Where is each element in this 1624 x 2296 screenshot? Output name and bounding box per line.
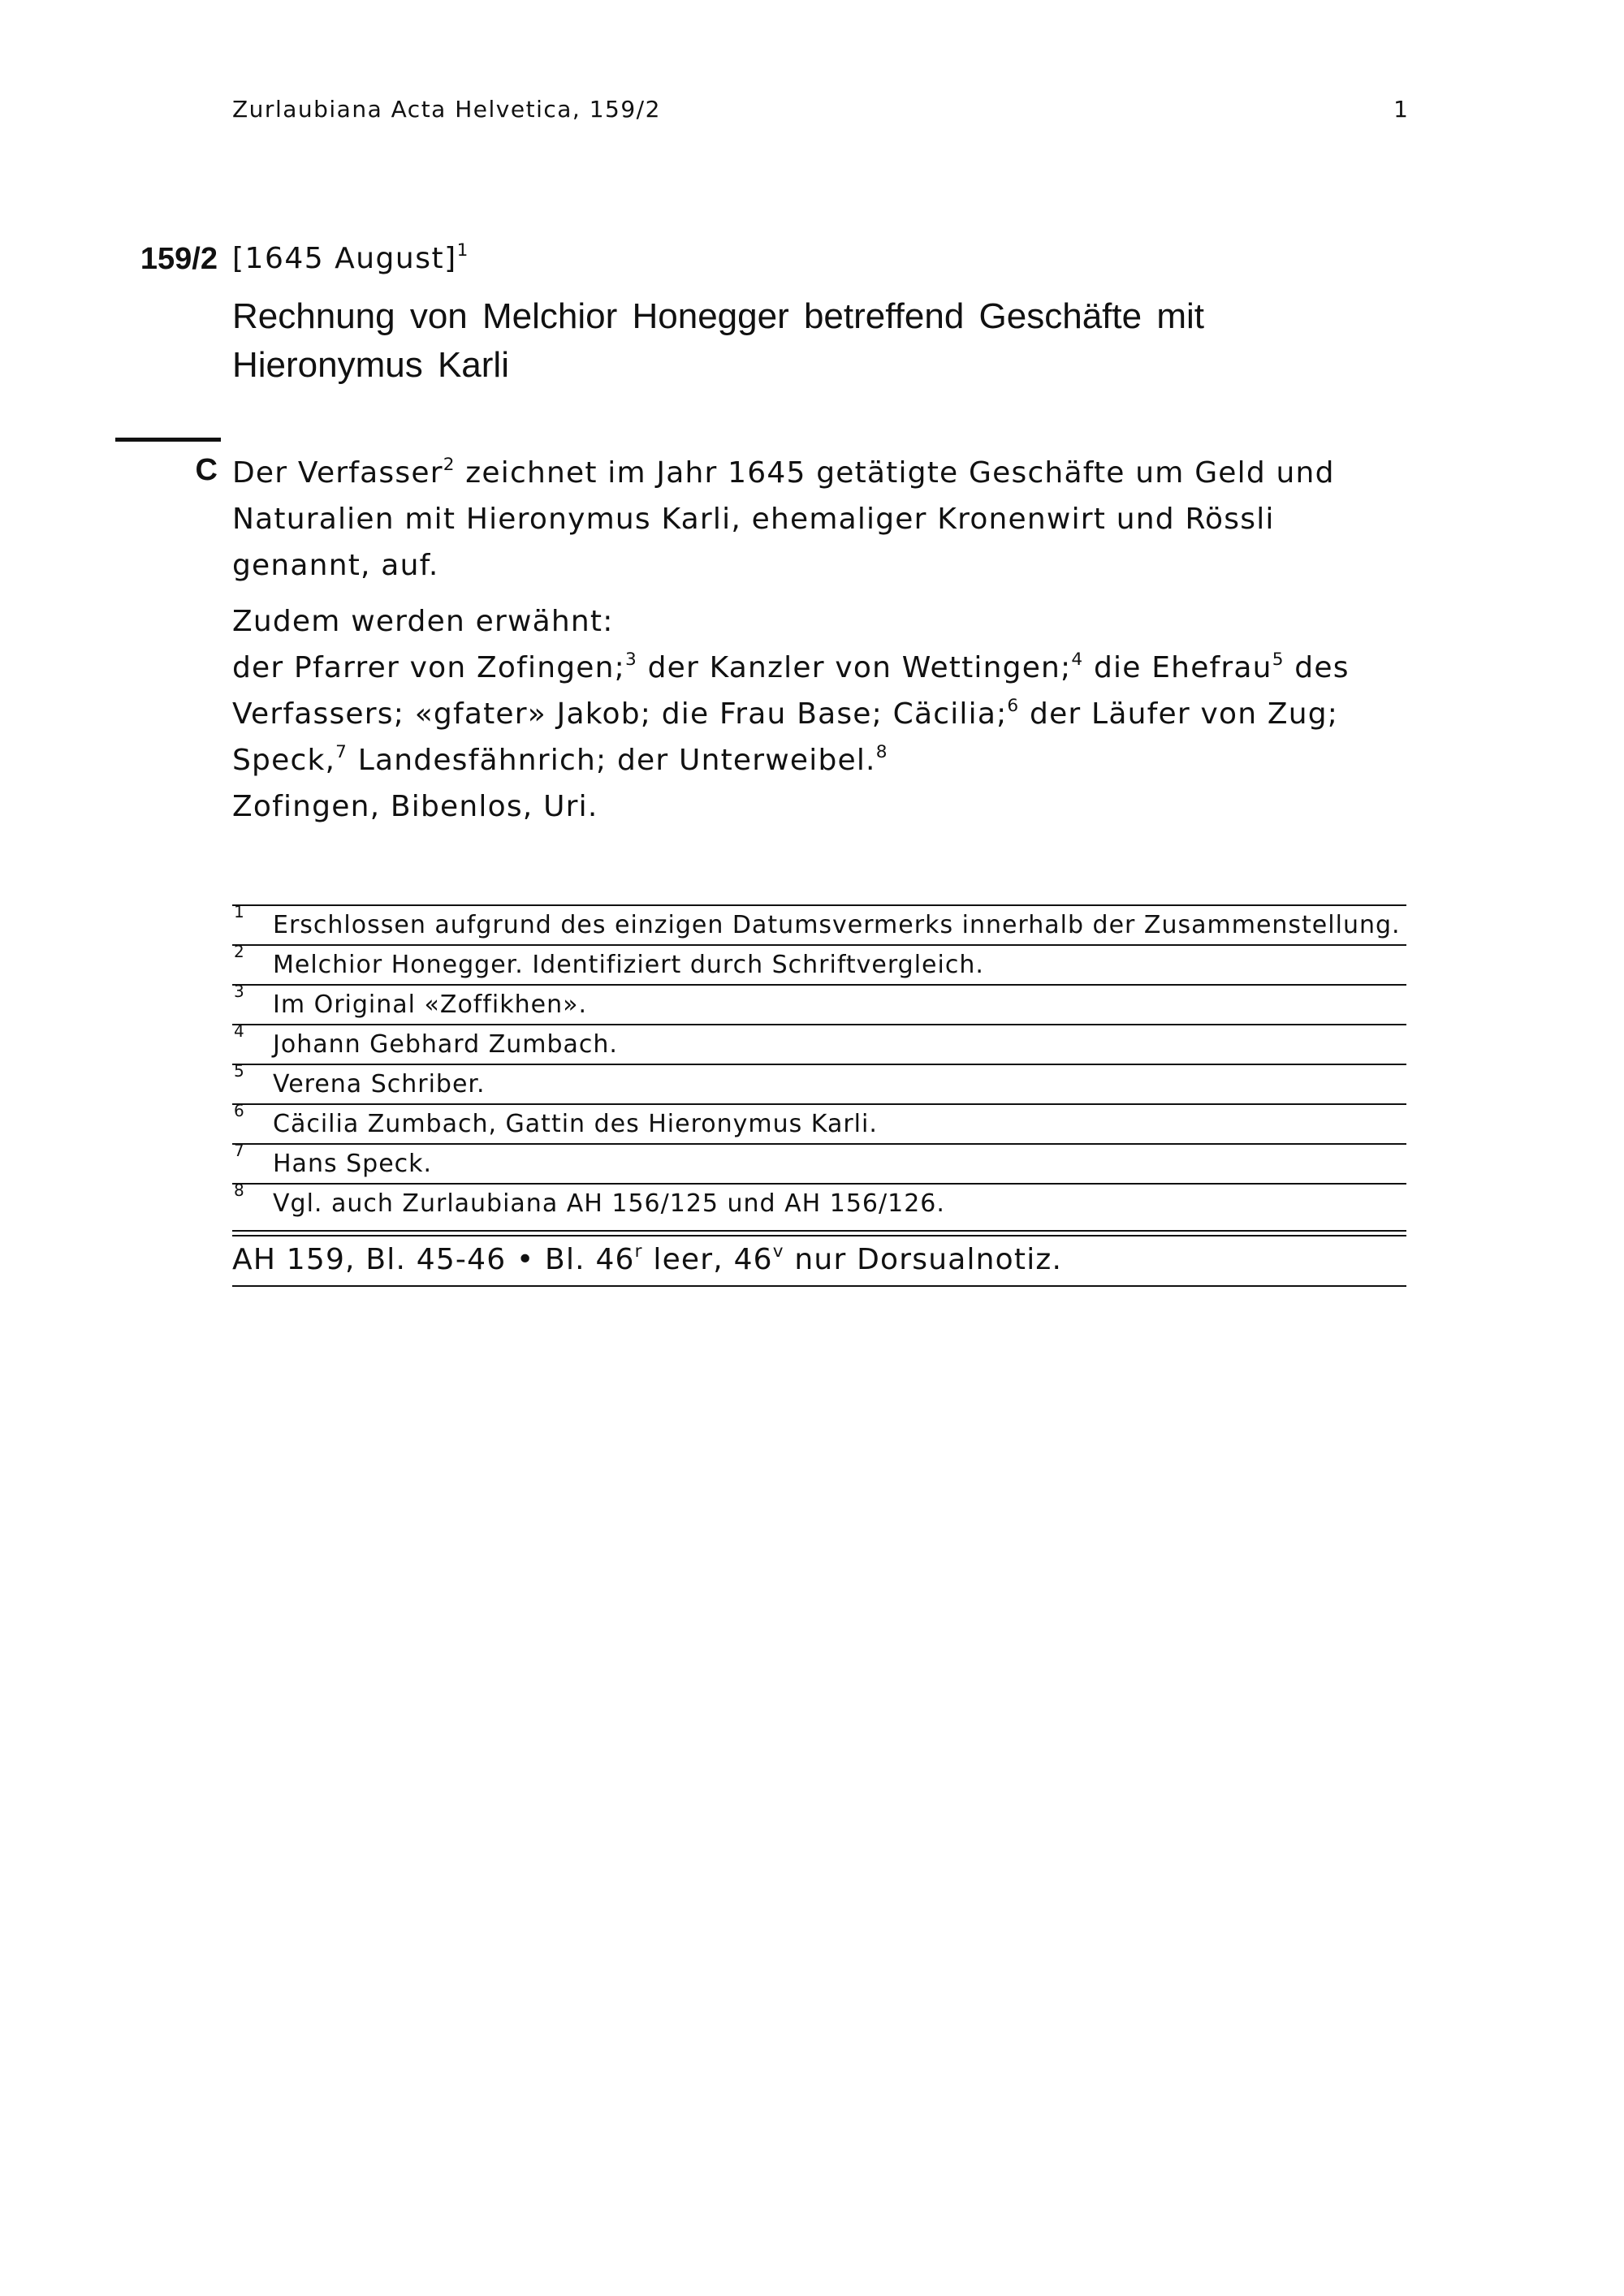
recto-mark: r bbox=[634, 1241, 643, 1262]
page-number: 1 bbox=[1393, 96, 1408, 123]
footnote-row bbox=[232, 942, 1406, 986]
body-text bbox=[232, 450, 1418, 830]
mentioned-text-d: des Verfassers; «gfater» Jakob; die Frau Base; Cäcilia; bbox=[232, 651, 1350, 731]
mentioned-heading: Zudem werden erwähnt: bbox=[232, 605, 614, 638]
mentioned-text-a: der Pfarrer von Zofingen; bbox=[232, 651, 625, 684]
summary-text-a: Der Verfasser bbox=[232, 456, 443, 490]
document-title: Rechnung von Melchior Honegger betreffend Geschäfte mit Hieronymus Karli bbox=[232, 296, 1204, 385]
mentioned-text-c: die Ehefrau bbox=[1083, 651, 1272, 684]
footnote-text: Cäcilia Zumbach, Gattin des Hieronymus Karli. bbox=[273, 1110, 878, 1138]
source-text-b: leer, 46 bbox=[642, 1243, 773, 1276]
document-number: 159/2 bbox=[140, 242, 218, 276]
footnote-text: Vgl. auch Zurlaubiana AH 156/125 und AH 156/126. bbox=[273, 1189, 945, 1218]
footnote-text: Im Original «Zoffikhen». bbox=[273, 990, 588, 1019]
footnote-text: Johann Gebhard Zumbach. bbox=[273, 1030, 618, 1059]
footnote-row bbox=[232, 1061, 1406, 1105]
document-date bbox=[232, 242, 469, 275]
mentioned-text-b: der Kanzler von Wettingen; bbox=[637, 651, 1072, 684]
footnotes-table bbox=[232, 904, 1406, 1232]
footnote-ref-4[interactable]: 4 bbox=[1071, 649, 1084, 670]
margin-rule bbox=[115, 438, 221, 442]
document-date-text: [1645 August] bbox=[232, 242, 457, 275]
footnote-ref-6[interactable]: 6 bbox=[1007, 695, 1020, 716]
mentioned-text-e: der Läufer von Zug; Speck, bbox=[232, 697, 1339, 777]
verso-mark: v bbox=[772, 1241, 784, 1262]
footnote-number: 4 bbox=[234, 1021, 245, 1041]
footnote-number: 1 bbox=[234, 902, 245, 921]
footnote-number: 8 bbox=[234, 1180, 245, 1200]
footnote-row bbox=[232, 1141, 1406, 1185]
summary-paragraph bbox=[232, 450, 1418, 589]
mentioned-paragraph bbox=[232, 598, 1418, 830]
footnote-ref-3[interactable]: 3 bbox=[624, 649, 637, 670]
footnote-number: 2 bbox=[234, 942, 245, 961]
summary-text-b: zeichnet im Jahr 1645 getätigte Geschäfte um Geld und Naturalien mit Hieronymus Karli, ehemaliger Kronenwirt und Rössli genannt, auf. bbox=[232, 456, 1335, 582]
footnote-text: Hans Speck. bbox=[273, 1150, 433, 1178]
footnote-number: 5 bbox=[234, 1061, 245, 1081]
footnote-ref-8[interactable]: 8 bbox=[875, 741, 888, 762]
footnote-row bbox=[232, 1101, 1406, 1145]
footnote-text: Erschlossen aufgrund des einzigen Datumsvermerks innerhalb der Zusammenstellung. bbox=[273, 911, 1401, 939]
footnote-number: 3 bbox=[234, 982, 245, 1001]
mentioned-text-f: Landesfähnrich; der Unterweibel. bbox=[348, 744, 876, 777]
places-list: Zofingen, Bibenlos, Uri. bbox=[232, 790, 598, 823]
footnote-row bbox=[232, 982, 1406, 1025]
footnote-text: Melchior Honegger. Identifiziert durch Schriftvergleich. bbox=[273, 951, 984, 979]
footnote-ref-5[interactable]: 5 bbox=[1272, 649, 1285, 670]
footnote-row bbox=[232, 1180, 1406, 1232]
footnote-ref-7[interactable]: 7 bbox=[335, 741, 348, 762]
footnote-row bbox=[232, 902, 1406, 946]
footnote-row bbox=[232, 1021, 1406, 1065]
footnote-ref-1[interactable]: 1 bbox=[456, 240, 469, 261]
source-text-a: AH 159, Bl. 45-46 • Bl. 46 bbox=[232, 1243, 635, 1276]
footnote-number: 6 bbox=[234, 1101, 245, 1120]
footnote-text: Verena Schriber. bbox=[273, 1070, 486, 1098]
source-text-c: nur Dorsualnotiz. bbox=[784, 1243, 1063, 1276]
source-line bbox=[232, 1235, 1406, 1287]
footnote-ref-2[interactable]: 2 bbox=[443, 454, 456, 475]
section-letter: C bbox=[195, 453, 218, 487]
running-header-title: Zurlaubiana Acta Helvetica, 159/2 bbox=[232, 96, 661, 123]
footnote-number: 7 bbox=[234, 1141, 245, 1160]
